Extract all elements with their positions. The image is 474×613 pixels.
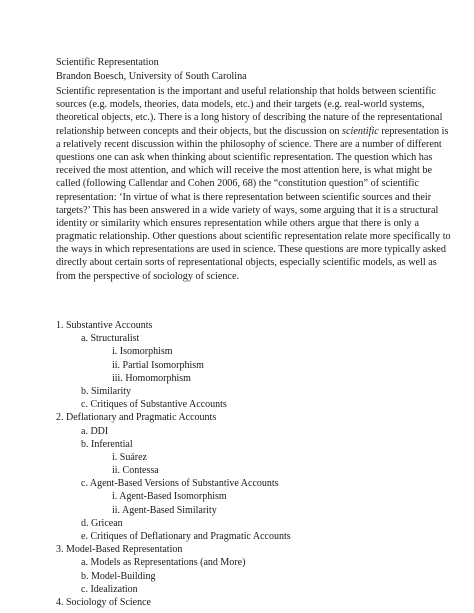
document-header (56, 56, 247, 83)
toc-item-level-3: i. Agent-Based Isomorphism (112, 491, 227, 503)
toc-item-level-2: e. Critiques of Deflationary and Pragmatic Accounts (81, 531, 291, 542)
toc-item-level-3: ii. Agent-Based Similarity (112, 504, 217, 516)
paragraph-line: Scientific representation is the important and useful relationship that holds between scientific (56, 86, 436, 97)
paragraph-line: directly about certain sorts of representational objects, especially scientific models, as well as (56, 257, 437, 269)
toc-item-level-2: c. Agent-Based Versions of Substantive Accounts (81, 478, 279, 490)
toc-item-level-2: d. Gricean (81, 517, 123, 529)
paragraph-line: the ways in which representations are used in science. These questions are more typically asked (56, 244, 446, 256)
toc-item-level-3: ii. Partial Isomorphism (112, 359, 204, 371)
emphasis-scientific: scientific (342, 125, 379, 137)
paragraph-line: questions one can ask when thinking about scientific representation. The question which has (56, 151, 433, 163)
toc-item-level-1: 1. Substantive Accounts (56, 320, 153, 331)
paragraph-line: pragmatic relationship. Other questions about scientific representation relate more specifically to (56, 231, 451, 243)
toc-item-level-2: c. Critiques of Substantive Accounts (81, 399, 227, 411)
paragraph-line-with-emphasis (56, 125, 449, 138)
paragraph-line: received the most attention, and which will receive the most attention here, is what might be (56, 165, 432, 177)
document-title: Scientific Representation (56, 57, 159, 68)
paragraph-line: representation: ‘In virtue of what is there representation between scientific sources and their (56, 191, 432, 203)
intro-paragraph (56, 85, 451, 283)
toc-item-level-2: b. Similarity (81, 385, 131, 397)
toc-item-level-3: iii. Homomorphism (112, 372, 191, 384)
paragraph-line-part: representation is (381, 125, 449, 137)
paragraph-line-part: relationship between concepts and their objects, but the discussion on (56, 125, 340, 137)
document-author: Brandon Boesch, University of South Carolina (56, 70, 247, 82)
toc-item-level-2: a. DDI (81, 425, 109, 437)
toc-item-level-1: 3. Model-Based Representation (56, 544, 183, 556)
toc-item-level-3: i. Suárez (112, 451, 147, 463)
paragraph-line: identity or similarity which ensures representation while others argue that there is only a (56, 217, 419, 229)
paragraph-line: sources (e.g. models, theories, data models, etc.) and their targets (e.g. real-world systems, (56, 99, 425, 111)
toc-item-level-2: b. Inferential (81, 438, 133, 450)
table-of-contents (56, 319, 291, 609)
paragraph-line: targets?’ This has been answered in a wide variety of ways, some arguing that it is a structural (56, 204, 439, 216)
toc-item-level-1: 4. Sociology of Science (56, 596, 151, 608)
paragraph-line: a relatively recent discussion within the philosophy of science. There are a number of different (56, 138, 442, 150)
toc-item-level-2: a. Models as Representations (and More) (81, 557, 246, 569)
toc-item-level-3: i. Isomorphism (112, 346, 173, 358)
toc-item-level-1: 2. Deflationary and Pragmatic Accounts (56, 412, 217, 424)
toc-item-level-2: b. Model-Building (81, 570, 156, 582)
toc-item-level-2: a. Structuralist (81, 333, 140, 345)
toc-item-level-2: c. Idealization (81, 583, 138, 595)
paragraph-line: from the perspective of sociology of science. (56, 270, 240, 282)
toc-item-level-3: ii. Contessa (112, 465, 159, 477)
paragraph-line: called (following Callendar and Cohen 2006, 68) the “constitution question” of scientific (56, 178, 419, 190)
paragraph-line: theoretical objects, etc.). There is a long history of describing the nature of the representational (56, 112, 443, 124)
